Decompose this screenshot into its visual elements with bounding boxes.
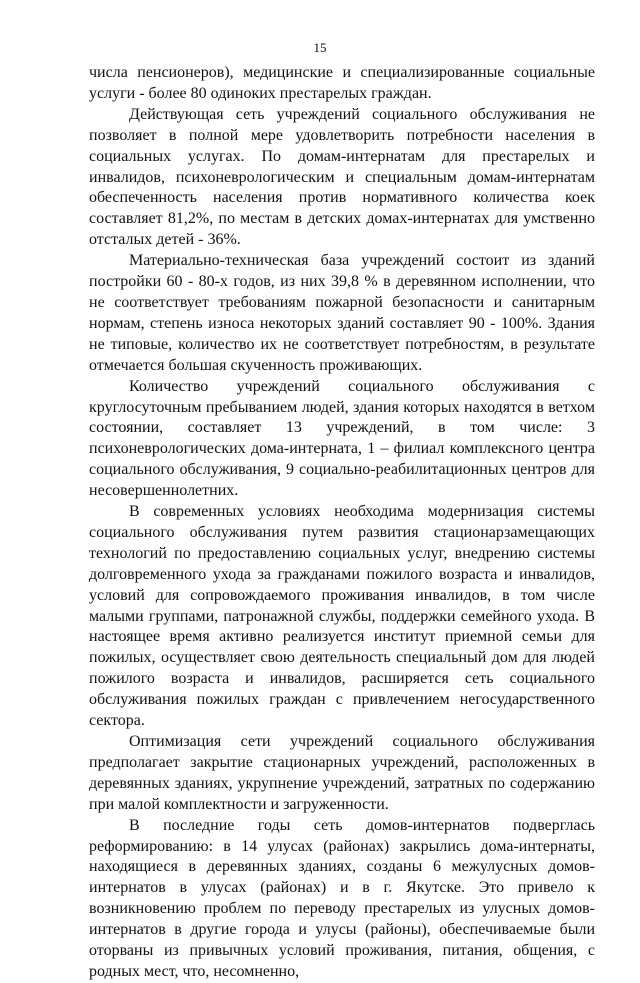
paragraph-reform: В последние годы сеть домов-интернатов подверглась реформированию: в 14 улусах (районах) закрылись дома-интернаты, находящиеся в деревянных зданиях, созданы 6 межулусных домов-интернатов в улусах (районах) и в г. Якутске. Это привело к возникновению проблем по переводу престарелых из улусных домов-интернатов в другие города и улусы (районы), обеспечиваемые были оторваны из привычных условий проживания, питания, общения, с родных мест, что, несомненно, <box>89 816 595 980</box>
page-number: 15 <box>313 40 327 55</box>
body-text <box>89 63 595 983</box>
paragraph-material-base: Материально-техническая база учреждений состоит из зданий постройки 60 - 80-х годов, из них 39,8 % в деревянном исполнении, что не соответствует требованиям пожарной безопасности и санитарным нормам, степень износа некоторых зданий составляет 90 - 100%. Здания не типовые, количество их не соответствует потребностям, в результате отмечается большая скученность проживающих. <box>89 252 595 374</box>
paragraph-service-network: Действующая сеть учреждений социального обслуживания не позволяет в полной мере удовлетворить потребности населения в социальных услугах. По домам-интернатам для престарелых и инвалидов, психоневрологическим и специальным домам-интернатам обеспеченность населения против нормативного количества коек составляет 81,2%, по местам в детских домах-интернатах для умственно отсталых детей - 36%. <box>89 105 595 249</box>
paragraph-modernization: В современных условиях необходима модернизация системы социального обслуживания путем развития стационарзамещающих технологий по предоставлению социальных услуг, внедрению системы долговременного ухода за гражданами пожилого возраста и инвалидов, условий для сопровождаемого проживания инвалидов, в том числе малыми группами, патронажной службы, поддержки семейного ухода. В настоящее время активно реализуется институт приемной семьи для пожилых, осуществляет свою деятельность специальный дом для людей пожилого возраста и инвалидов, расширяется сеть социального обслуживания пожилых граждан с привлечением негосударственного сектора. <box>89 503 595 730</box>
paragraph-dilapidated-buildings: Количество учреждений социального обслуживания с круглосуточным пребыванием людей, здания которых находятся в ветхом состоянии, составляет 13 учреждений, в том числе: 3 психоневрологических дома-интерната, 1 – филиал комплексного центра социального обслуживания, 9 социально-реабилитационных центров для несовершеннолетних. <box>89 377 595 500</box>
paragraph-continuation: числа пенсионеров), медицинские и специализированные социальные услуги - более 80 одиноких престарелых граждан. <box>89 64 595 102</box>
paragraph-optimization: Оптимизация сети учреждений социального обслуживания предполагает закрытие стационарных учреждений, расположенных в деревянных зданиях, укрупнение учреждений, затратных по содержанию при малой комплектности и загруженности. <box>89 733 595 813</box>
